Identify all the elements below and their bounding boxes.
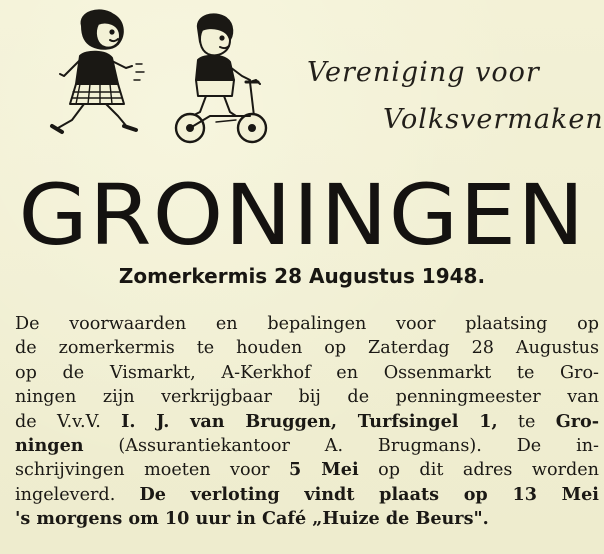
text-line: ningen zijn verkrijgbaar bij de penningmeester van [15,387,599,408]
deadline-date: 5 Mei [289,459,359,481]
lottery-time-place: 's morgens om 10 uur in Café „Huize de Beurs". [15,508,489,530]
text-line [15,410,599,434]
text-run-bold: ningen [15,434,84,456]
text-run: de V.v.V. [15,411,122,432]
city-title: GRONINGEN [18,166,586,264]
treasurer-address: I. J. van Bruggen, Turfsingel 1, [121,410,498,432]
text-run: ingeleverd. [15,484,140,505]
text-line: de zomerkermis te houden op Zaterdag 28 Augustus [15,338,599,359]
announcement-text [15,312,599,532]
text-run: (Assurantiekantoor A. Brugmans). De in- [83,435,599,456]
text-run-bold: Gro- [555,410,600,432]
text-line [15,434,599,458]
text-line [15,458,599,482]
text-line: De voorwaarden en bepalingen voor plaatsing op [15,314,599,334]
organization-name-line-2: Volksvermaken [383,104,604,135]
text-line: op de Vismarkt, A-Kerkhof en Ossenmarkt te Gro- [15,362,599,383]
lottery-notice: De verloting vindt plaats op 13 Mei [139,483,599,505]
organization-name-line-1: Vereniging voor [307,57,540,88]
children-illustration [40,4,270,149]
event-subtitle: Zomerkermis 28 Augustus 1948. [118,264,486,288]
text-run: schrijvingen moeten voor [15,460,290,481]
text-run: op dit adres worden [358,460,599,481]
text-line [15,483,599,507]
text-run: te [497,411,556,432]
text-line [15,507,599,531]
boy-figure [176,14,266,142]
girl-figure [52,10,144,132]
